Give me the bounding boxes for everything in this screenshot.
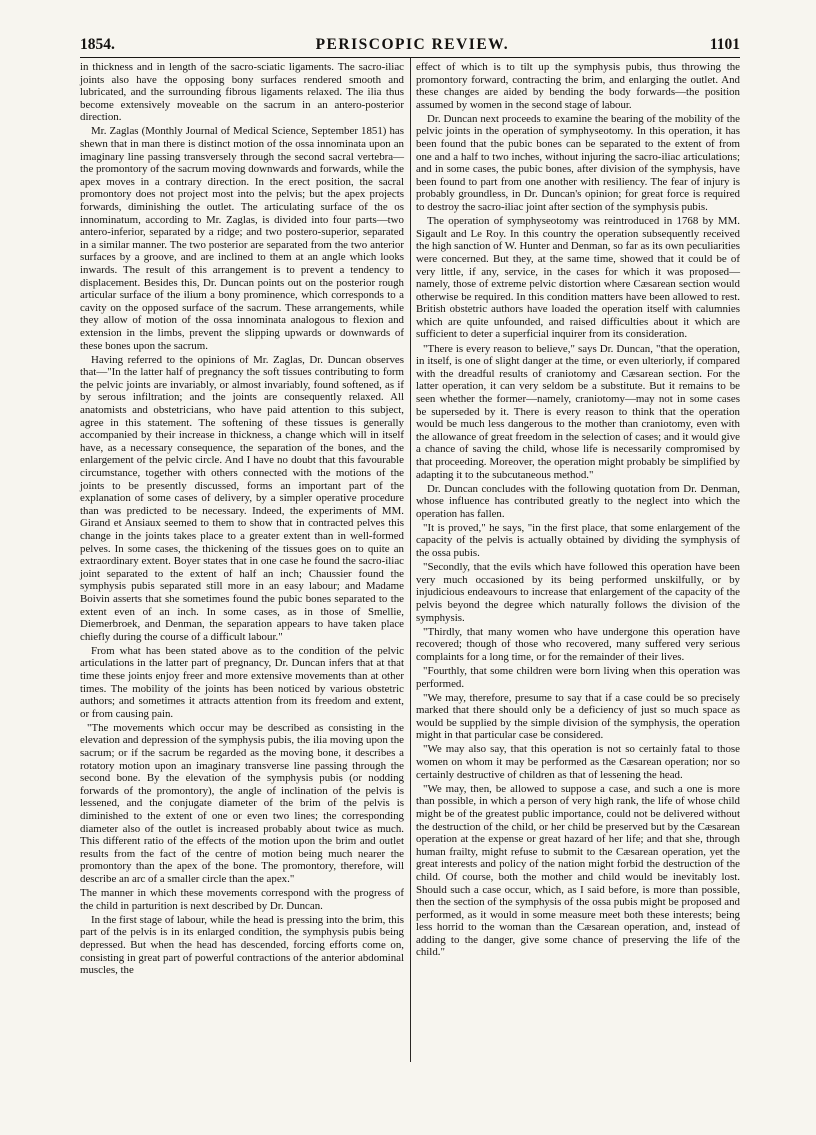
paragraph: "Thirdly, that many women who have undergone this operation have recovered; though of those who recovered, many suffered very serious complaints for a long time, or for the remainder of their lives.: [416, 625, 740, 663]
paragraph: Dr. Duncan concludes with the following quotation from Dr. Denman, whose influence has contributed greatly to the neglect into which the operation has fallen.: [416, 482, 740, 520]
header-year: 1854.: [80, 36, 115, 53]
two-column-body: [80, 61, 740, 978]
paragraph: effect of which is to tilt up the symphysis pubis, thus throwing the promontory forward, contracting the brim, and enlarging the outlet. And these changes are aided by bending the body forwards—the position assumed by women in the second stage of labour.: [416, 61, 740, 111]
paragraph: Having referred to the opinions of Mr. Zaglas, Dr. Duncan observes that—"In the latter half of pregnancy the soft tissues contributing to form the pelvic joints are invariably, or almost invariably, found softened, as if by serous infiltration; and the joints are consequently relaxed. All anatomists and obstetricians, who have paid attention to this subject, agree in this statement. The softening of these tissues is generally accompanied by their increase in thickness, a change which will in itself have, as a necessary consequence, the separation of the bones, and the enlargement of the pelvic circle. And I have no doubt that this favourable circumstance, together with others connected with the motions of the joints to be presently discussed, forms an important part of the explanation of some cases of delivery, by a simpler operative procedure than was predicted to be necessary. Indeed, the experiments of MM. Girand et Ansiaux seemed to them to show that in contracted pelves this change in the joints takes place to a greater extent than in well-formed pelves. In some cases, the thickening of the tissues goes on to quite an extraordinary extent. Boyer states that in one case he found the sacro-iliac joint separated to the extent of half an inch; Chaussier found the symphysis pubis separated still more in an easy labour; and Madame Boivin asserts that she sometimes found the pubic bones separated to the extent even of an inch. In some cases, as in those of Smellie, Diemerbroek, and Denman, the separation appears to have taken place chiefly during the course of a difficult labour.": [80, 353, 404, 643]
paragraph: Mr. Zaglas (Monthly Journal of Medical Science, September 1851) has shewn that in man there is distinct motion of the ossa innominata upon an imaginary line passing transversely through the second sacral vertebra—the promontory of the sacrum moving downwards and forwards, while the apex moves in a contrary direction. In the erect position, the sacral promontory does not project most into the pelvis; but the apex projects forwards, diminishing the outlet. The articulating surface of the os innominatum, according to Mr. Zaglas, is divided into four parts—two antero-inferior, separated by a ridge; and two postero-superior, separated in a similar manner. The two posterior are separated from the two anterior surfaces by a groove, and are inclined to them at an angle which looks inwards. The result of this arrangement is to prevent a tendency to displacement. Besides this, Dr. Duncan points out on the posterior rough articular surface of the ilium a bony prominence, which corresponds to a cavity on the opposed surface of the sacrum. These arrangements, while they allow of motion of the ossa innominata analogous to flexion and extension in the limbs, prevent the slipping upwards or downwards of these bones upon the sacrum.: [80, 125, 404, 352]
paragraph: "It is proved," he says, "in the first place, that some enlargement of the capacity of the pelvis is actually obtained by dividing the symphysis of the ossa pubis.: [416, 521, 740, 560]
paragraph: "We may also say, that this operation is not so certainly fatal to those women on whom it may be performed as the Cæsarean operation; nor so certainly destructive of children as that of lessening the head.: [416, 743, 740, 781]
paragraph: "Fourthly, that some children were born living when this operation was performed.: [416, 664, 740, 690]
right-column: [416, 61, 740, 978]
left-column: [80, 61, 404, 978]
paragraph: The manner in which these movements correspond with the progress of the child in parturition is next described by Dr. Duncan.: [80, 887, 404, 912]
paragraph: In the first stage of labour, while the head is pressing into the brim, this part of the pelvis is in its enlarged condition, the symphysis pubis being depressed. But when the head has descended, forcing efforts come on, consisting in great part of powerful contractions of the anterior abdominal muscles, the: [80, 913, 404, 977]
paragraph: in thickness and in length of the sacro-sciatic ligaments. The sacro-iliac joints also have the opposing bony surfaces rendered smooth and lubricated, and the surrounding fibrous ligaments relaxed. The ilia thus become extensively moveable on the sacrum in an antero-posterior direction.: [80, 61, 404, 124]
paragraph: From what has been stated above as to the condition of the pelvic articulations in the latter part of pregnancy, Dr. Duncan infers that at that time these joints enjoy freer and more extensive movements than at other times. The mobility of the joints has been noticed by various obstetric authors; and sometimes it attracts attention from its freedom and extent, or from causing pain.: [80, 644, 404, 720]
running-header: [80, 36, 740, 58]
paragraph: "We may, then, be allowed to suppose a case, and such a one is more than possible, in which a person of very high rank, the life of whose child might be of the greatest public importance, could not be delivered without the destruction of the child, or her child be preserved but by the Cæsarean operation at the expense or great hazard of her life; and that she, through human frailty, might refuse to submit to the Cæsarean operation, yet the great interests and policy of the nation might forbid the destruction of the child. Of course, both the mother and child would be inevitably lost. Should such a case occur, which, as I said before, is more than possible, then the section of the symphysis of the ossa pubis might be proposed and performed, as it would in some measure meet both these interests; being less horrid to the woman than the Cæsarean operation, and, instead of adding to the danger, give some chance of preserving the life of the child.": [416, 782, 740, 959]
paragraph: "The movements which occur may be described as consisting in the elevation and depression of the symphysis pubis, the ilia moving upon the sacrum; or if the sacrum be regarded as the moving bone, it describes a rotatory motion upon an imaginary transverse line passing through the second bone. By the elevation of the symphysis pubis (or nodding forwards of the promontory), the angle of inclination of the pelvis is lessened, and the conjugate diameter of the brim of the pelvis is diminished to the extent of one or even two lines; the corresponding diameter also of the outlet is increased probably about twice as much. This different ratio of the effects of the motion upon the brim and outlet results from the fact of the centre of motion being much nearer the promontory than the apex of the bone. The promontory, therefore, will describe an arc of a smaller circle than the apex.": [80, 721, 404, 885]
paragraph: The operation of symphyseotomy was reintroduced in 1768 by MM. Sigault and Le Roy. In this country the operation subsequently received the high sanction of W. Hunter and Denman, so far as its own peculiarities were concerned. But they, at the same time, showed that it could be of very little, if any, service, in the cases for which it was proposed—namely, those of extreme pelvic distortion where Cæsarean section would otherwise be required. In this condition matters have been allowed to rest. British obstetric authors have loaded the operation itself with calumnies which are quite unfounded, and raised difficulties about it which are sufficient to deter a superficial inquirer from its consideration.: [416, 215, 740, 341]
paragraph: "There is every reason to believe," says Dr. Duncan, "that the operation, in itself, is one of slight danger at the time, or even ulteriorly, if compared with the dreadful results of craniotomy and Cæsarean section. For the latter operation, it can very seldom be a substitute. But it remains to be seen whether the former—namely, craniotomy—may not in some cases be superseded by it. There is every reason to think that the operation would be much less dangerous to the mother than craniotomy, even with the allowance of great freedom in the selection of cases; and it would give a chance of saving the child, whose life is necessarily compromised by that proceeding. Moreover, the operation might probably be simplified by adapting it to the subcutaneous method.": [416, 342, 740, 481]
paragraph: "Secondly, that the evils which have followed this operation have been very much occasioned by its being performed unskilfully, or by injudicious endeavours to increase that enlargement of the capacity of the pelvis beyond the degree which naturally follows the division of the symphysis.: [416, 561, 740, 624]
column-divider: [410, 58, 411, 1062]
paragraph: Dr. Duncan next proceeds to examine the bearing of the mobility of the pelvic joints in the operation of symphyseotomy. In this operation, it has been found that the pubic bones can be separated to the extent of from one and a half to two inches, without injuring the sacro-iliac articulations; and in some cases, the pubic bones, after division of the symphysis, have been found to part from one another with resiliency. The fear of injury is probably groundless, in Dr. Duncan's opinion; for great force is required to destroy the sacro-iliac joint after section of the symphysis pubis.: [416, 112, 740, 214]
page-number: 1101: [709, 36, 740, 53]
header-title: PERISCOPIC REVIEW.: [315, 36, 510, 53]
paragraph: "We may, therefore, presume to say that if a case could be so precisely marked that there should only be a deficiency of just so much space as would be supplied by the simple division of the symphysis, the operation might in that particular case be considered.: [416, 691, 740, 742]
